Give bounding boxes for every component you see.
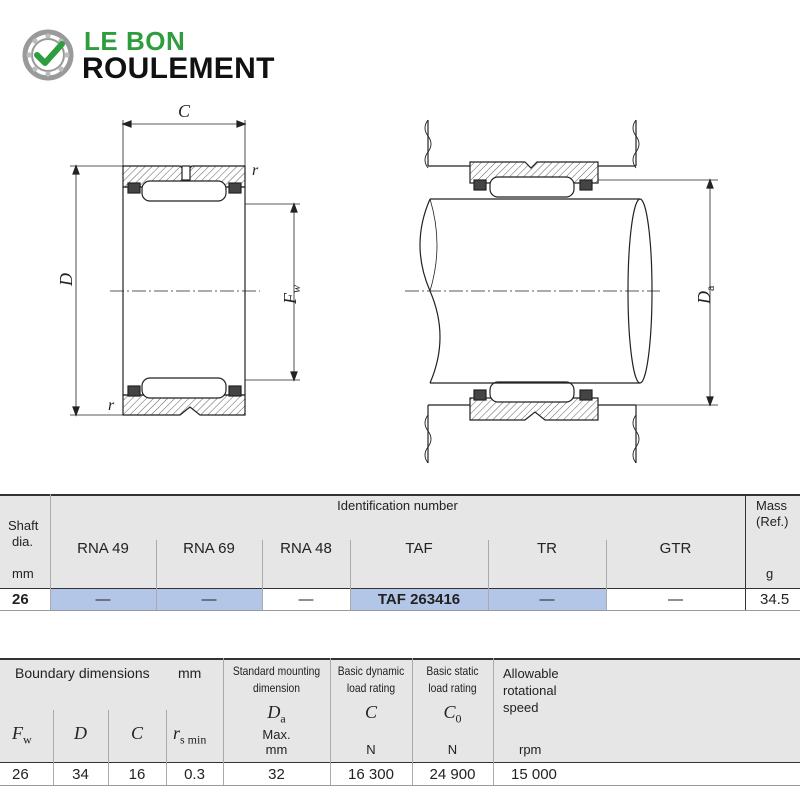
dim-label-D: D — [56, 273, 76, 286]
dim-label-F-sub: w — [289, 284, 303, 293]
std-mount-label-2: dimension — [252, 681, 301, 695]
speed-unit: rpm — [519, 742, 542, 757]
dim-label-r-top: r — [252, 162, 259, 179]
val-D: 34 — [72, 766, 89, 783]
dim-label-F-main: F — [280, 293, 300, 304]
stat-load-label-1: Basic static — [426, 664, 479, 678]
row-rna49: — — [95, 591, 111, 608]
brand-logo — [22, 26, 302, 86]
sym-rs-main: r — [173, 723, 181, 743]
boundary-dims-label: Boundary dimensions — [15, 665, 150, 681]
bearing-mounted-right — [405, 120, 718, 463]
std-mount-max: Max. — [262, 727, 291, 742]
std-mount-sym-main: D — [267, 702, 281, 722]
stat-load-symbol — [412, 702, 493, 727]
identification-table — [0, 494, 800, 612]
dim-table-header-rule — [0, 762, 800, 763]
col-header-tr: TR — [537, 540, 557, 557]
sym-Fw-sub: w — [23, 732, 32, 747]
id-table-bottom-rule — [0, 610, 800, 611]
std-mount-symbol — [223, 702, 330, 727]
dyn-load-unit: N — [366, 742, 376, 757]
row-shaft-dia: 26 — [12, 591, 29, 608]
std-mount-label-1: Standard mounting — [232, 664, 321, 678]
col-header-gtr: GTR — [659, 540, 692, 557]
speed-label-1: Allowable — [503, 666, 559, 681]
mass-unit: g — [766, 566, 774, 581]
dim-table-bottom-rule — [0, 785, 800, 786]
bearing-check-icon — [22, 28, 76, 82]
shaft-unit: mm — [12, 566, 34, 581]
std-mount-sym-sub: a — [280, 711, 286, 726]
sym-rs-sub: s min — [180, 732, 207, 747]
row-rna48: — — [298, 591, 314, 608]
dim-label-Da-main: D — [694, 291, 714, 304]
val-speed: 15 000 — [511, 766, 557, 783]
dyn-load-label-1: Basic dynamic — [337, 664, 405, 678]
stat-load-unit: N — [447, 742, 458, 757]
mass-label-1: Mass — [756, 498, 788, 513]
std-mount-unit: mm — [265, 742, 288, 757]
val-rs-min: 0.3 — [184, 766, 205, 783]
dimensions-table — [0, 658, 800, 786]
dim-label-Da — [694, 285, 717, 305]
row-mass: 34.5 — [760, 591, 790, 608]
col-header-rna69: RNA 69 — [183, 540, 235, 557]
stat-load-label-2: load rating — [428, 681, 477, 695]
dim-label-C: C — [178, 101, 191, 121]
id-table-top-rule — [0, 494, 800, 496]
shaft-label-2: dia. — [12, 534, 33, 549]
sym-Fw-main: F — [12, 723, 23, 743]
val-dyn-load: 16 300 — [348, 766, 394, 783]
row-rna69: — — [201, 591, 217, 608]
id-group-header: Identification number — [337, 498, 458, 513]
val-Da-max: 32 — [268, 766, 285, 783]
speed-label-3: speed — [503, 700, 539, 715]
val-C: 16 — [128, 766, 146, 783]
dyn-load-symbol: C — [364, 702, 377, 722]
boundary-dims-unit: mm — [178, 665, 202, 681]
sym-rs-min — [173, 723, 206, 748]
dyn-load-label-2: load rating — [346, 681, 396, 695]
logo-line1: LE BON — [84, 26, 186, 56]
logo-line2: ROULEMENT — [82, 52, 275, 85]
col-header-rna48: RNA 48 — [280, 540, 332, 557]
dim-label-F — [280, 285, 303, 305]
dim-label-Da-sub: a — [703, 285, 717, 291]
row-gtr: — — [668, 591, 683, 608]
id-sep — [745, 494, 746, 610]
val-Fw: 26 — [12, 766, 29, 783]
val-stat-load: 24 900 — [429, 766, 476, 783]
speed-label-2: rotational — [503, 683, 557, 698]
stat-load-sym-main: C — [443, 702, 456, 722]
shaft-label-1: Shaft — [8, 518, 39, 533]
bearing-drawing — [0, 95, 800, 475]
sym-C: C — [130, 723, 143, 743]
sym-Fw — [12, 723, 32, 748]
mass-label-2: (Ref.) — [756, 514, 789, 529]
col-header-rna49: RNA 49 — [77, 540, 129, 557]
col-header-taf: TAF — [405, 540, 433, 557]
dim-table-top-rule — [0, 658, 800, 660]
row-tr: — — [539, 591, 555, 608]
row-taf-part-number[interactable]: TAF 263416 — [377, 591, 461, 608]
bearing-section-left — [70, 120, 300, 415]
sym-D: D — [74, 723, 87, 743]
dim-label-r-bottom: r — [108, 397, 115, 414]
stat-load-sym-sub: 0 — [455, 711, 462, 726]
dim-sep — [493, 658, 494, 785]
